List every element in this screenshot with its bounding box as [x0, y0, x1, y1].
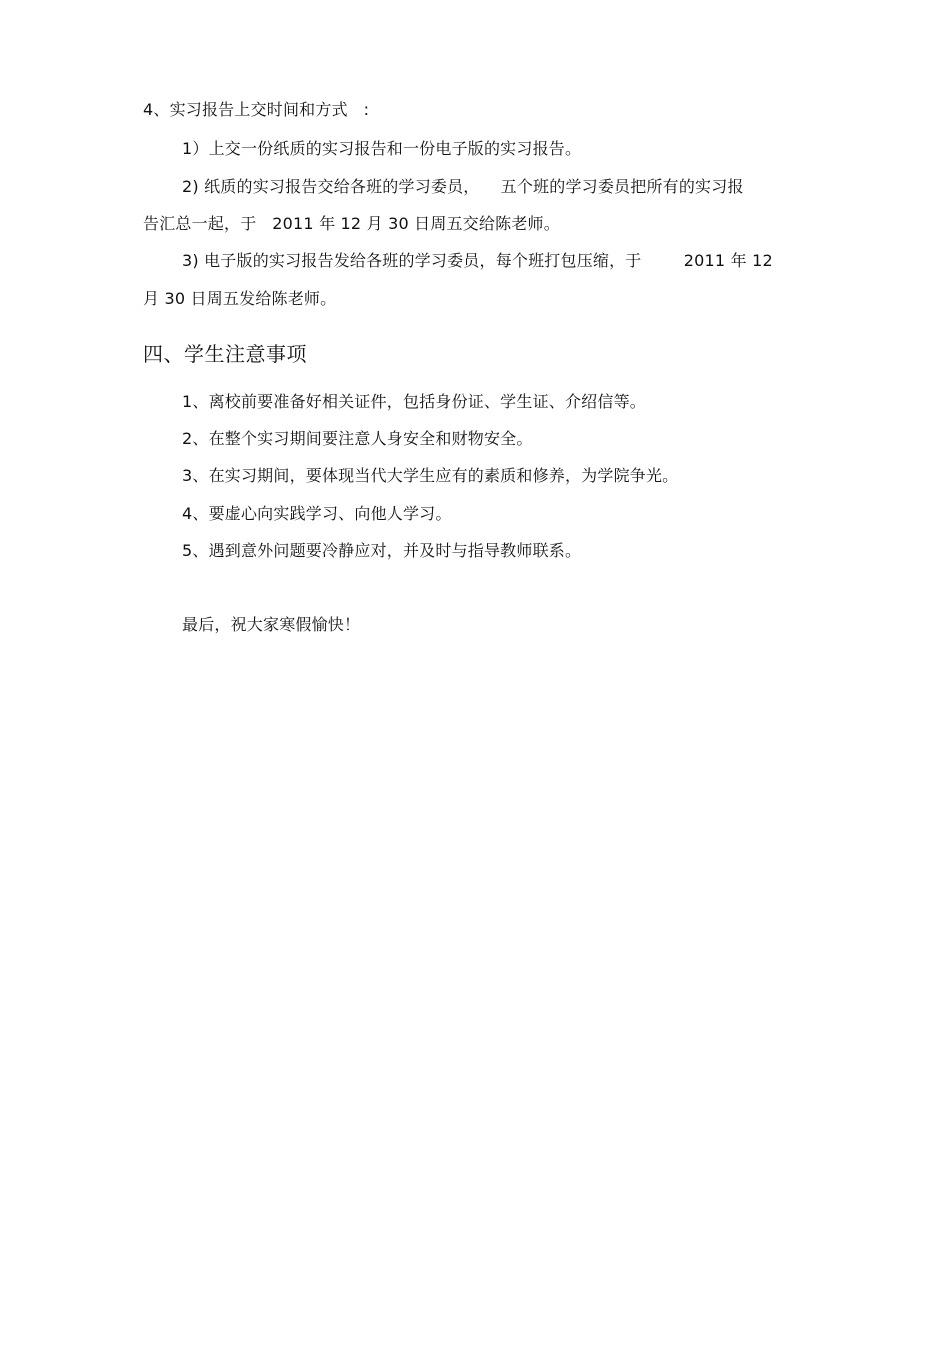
submission-rule-2-line-2: 告汇总一起，于 2011 年 12 月 30 日周五交给陈老师。	[143, 214, 560, 233]
note-item-3: 3、在实习期间，要体现当代大学生应有的素质和修养，为学院争光。	[182, 466, 679, 485]
note-item-4: 4、要虚心向实践学习、向他人学习。	[182, 504, 452, 523]
submission-rule-3-line-1: 3) 电子版的实习报告发给各班的学习委员，每个班打包压缩，于 2011 年 12	[182, 251, 773, 270]
submission-rule-2-line-1: 2) 纸质的实习报告交给各班的学习委员， 五个班的学习委员把所有的实习报	[182, 177, 744, 196]
report-submission-heading: 4、实习报告上交时间和方式 :	[143, 100, 370, 119]
submission-rule-1: 1）上交一份纸质的实习报告和一份电子版的实习报告。	[182, 139, 582, 158]
note-item-5: 5、遇到意外问题要冷静应对，并及时与指导教师联系。	[182, 541, 582, 560]
note-item-2: 2、在整个实习期间要注意人身安全和财物安全。	[182, 429, 533, 448]
note-item-1: 1、离校前要准备好相关证件，包括身份证、学生证、介绍信等。	[182, 392, 646, 411]
closing-wishes: 最后，祝大家寒假愉快！	[182, 615, 361, 634]
submission-rule-3-line-2: 月 30 日周五发给陈老师。	[143, 289, 337, 308]
section-heading-student-notes: 四、学生注意事项	[143, 342, 307, 366]
